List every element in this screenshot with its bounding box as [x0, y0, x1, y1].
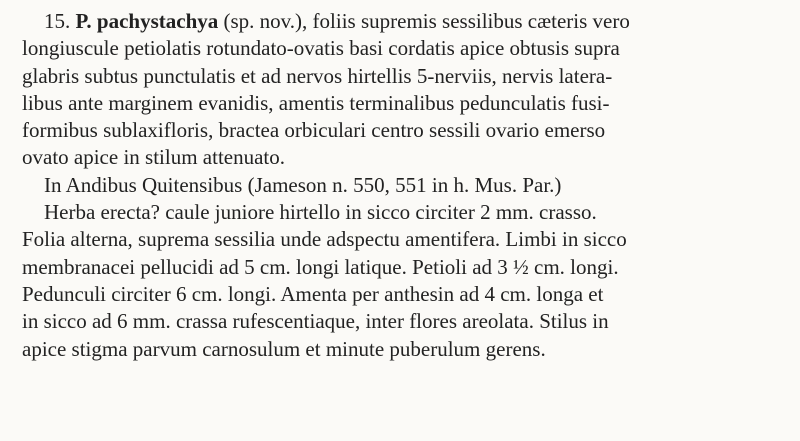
notes-line-6: apice stigma parvum carnosulum et minute puberulum gerens. [22, 336, 546, 361]
description-line-2: longiuscule petiolatis rotundato-ovatis basi cordatis apice obtusis supra [22, 36, 620, 61]
description-line-4: libus ante marginem evanidis, amentis terminalibus pedunculatis fusi- [22, 90, 610, 115]
species-description [22, 8, 780, 172]
locality-line: In Andibus Quitensibus (Jameson n. 550, 551 in h. Mus. Par.) [44, 172, 562, 197]
locality-paragraph [22, 172, 780, 199]
description-line-6: ovato apice in stilum attenuato. [22, 145, 286, 170]
species-name: P. pachystachya [75, 9, 219, 33]
description-line-5: formibus sublaxifloris, bractea orbiculari centro sessili ovario emerso [22, 118, 606, 143]
description-line-1 [22, 8, 780, 35]
notes-line-3: membranacei pellucidi ad 5 cm. longi latique. Petioli ad 3 ½ cm. longi. [22, 254, 619, 279]
description-line-3: glabris subtus punctulatis et ad nervos hirtellis 5-nerviis, nervis latera- [22, 63, 613, 88]
notes-line-2: Folia alterna, suprema sessilia unde adspectu amentifera. Limbi in sicco [22, 227, 627, 252]
description-text-1: (sp. nov.), foliis supremis sessilibus cæteris vero [218, 9, 630, 33]
notes-line-1: Herba erecta? caule juniore hirtello in sicco circiter 2 mm. crasso. [44, 200, 597, 225]
notes-line-4: Pedunculi circiter 6 cm. longi. Amenta per anthesin ad 4 cm. longa et [22, 281, 604, 306]
entry-number: 15. [44, 9, 71, 33]
notes-paragraph [22, 199, 780, 363]
notes-line-5: in sicco ad 6 mm. crassa rufescentiaque, inter flores areolata. Stilus in [22, 309, 609, 334]
